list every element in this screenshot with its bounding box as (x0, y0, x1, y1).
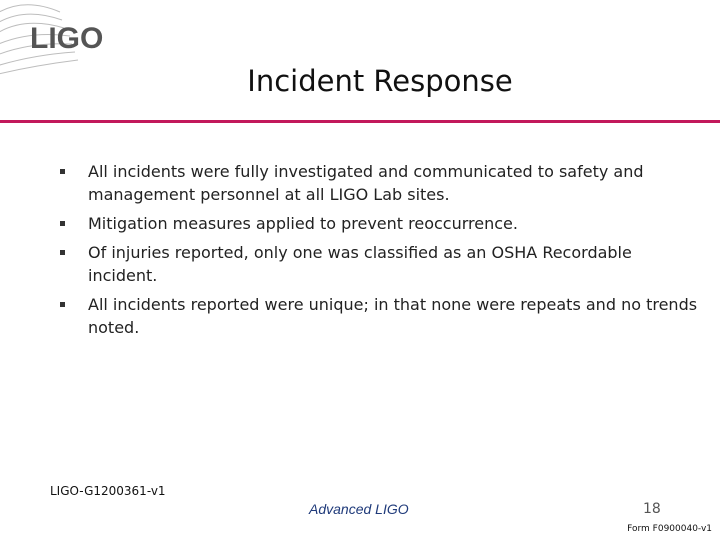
square-bullet-icon (60, 250, 65, 255)
square-bullet-icon (60, 169, 65, 174)
document-id: LIGO-G1200361-v1 (50, 484, 166, 498)
square-bullet-icon (60, 221, 65, 226)
bullet-text: Of injuries reported, only one was classified as an OSHA Recordable incident. (88, 243, 632, 285)
bullet-text: All incidents were fully investigated and communicated to safety and management personnel at all LIGO Lab sites. (88, 162, 644, 204)
square-bullet-icon (60, 302, 65, 307)
ligo-logo: LIGO (30, 22, 104, 55)
bullet-list (58, 160, 698, 345)
bullet-item (58, 293, 698, 339)
page-number: 18 (643, 501, 661, 517)
bullet-item (58, 212, 698, 235)
bullet-text: All incidents reported were unique; in that none were repeats and no trends noted. (88, 295, 698, 337)
title-divider (0, 120, 720, 123)
bullet-item (58, 160, 698, 206)
bullet-text: Mitigation measures applied to prevent reoccurrence. (88, 214, 518, 233)
footer-center-label: Advanced LIGO (309, 501, 409, 517)
slide-title: Incident Response (247, 64, 513, 98)
form-id: Form F0900040-v1 (627, 524, 712, 534)
bullet-item (58, 241, 698, 287)
